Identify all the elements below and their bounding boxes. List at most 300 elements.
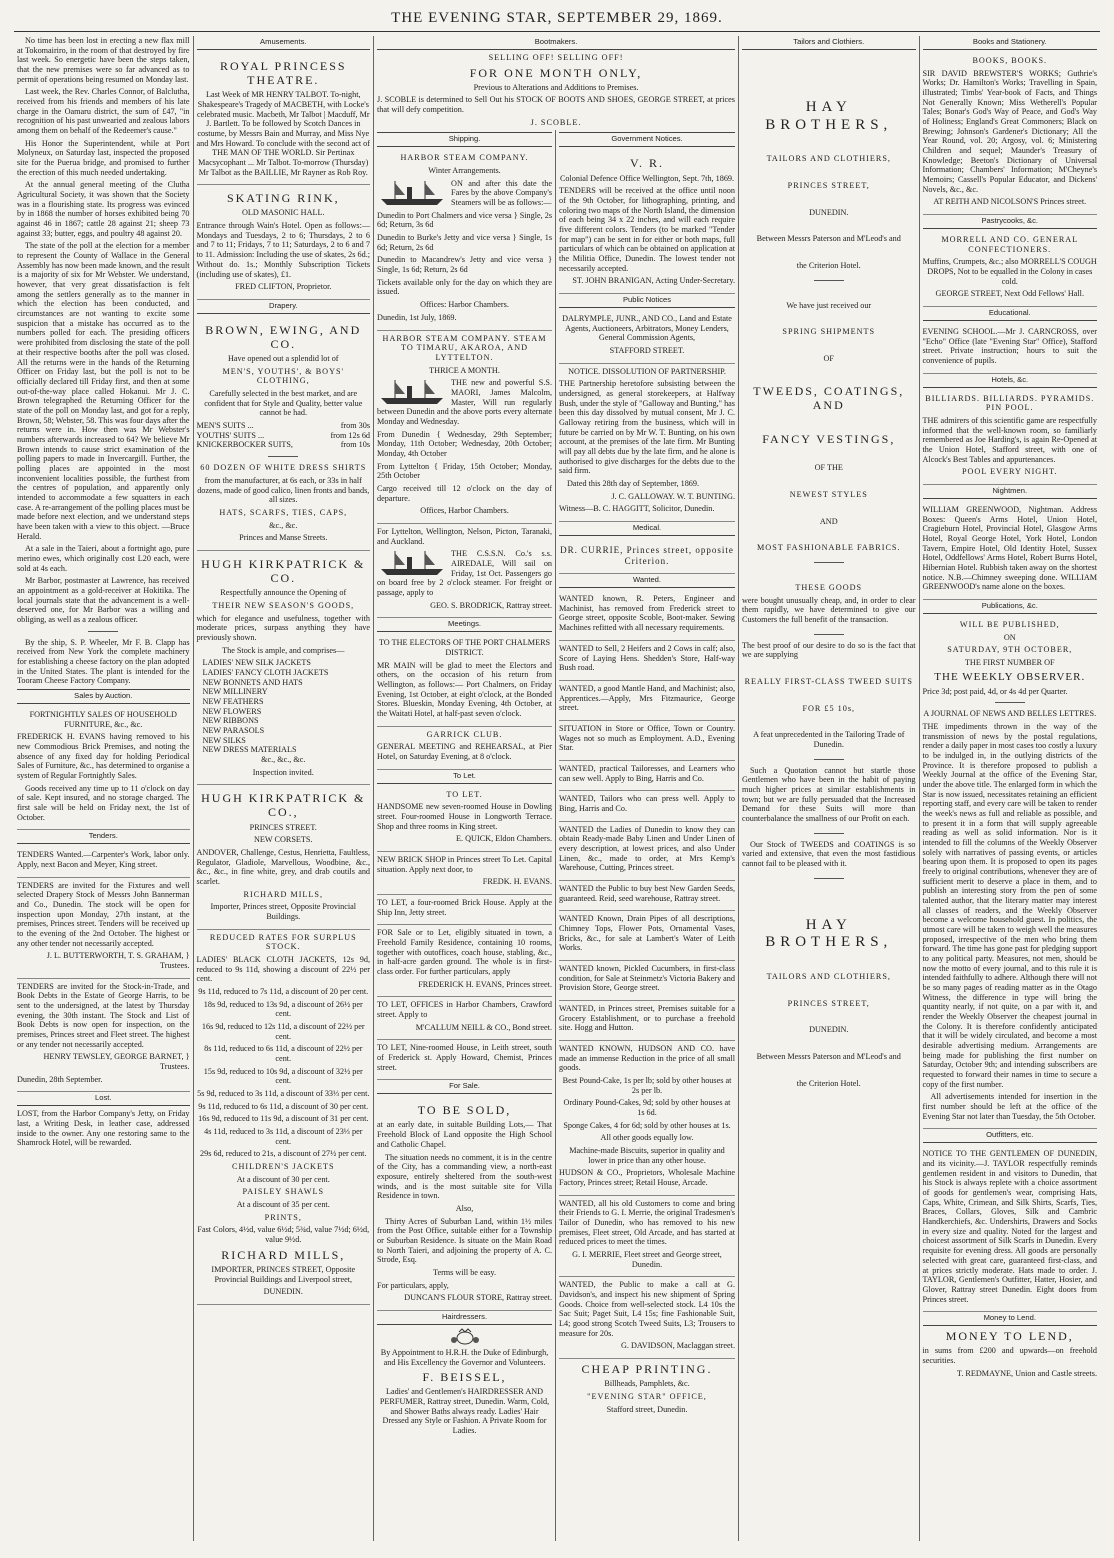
ad-wanted [559,961,735,1001]
ad-wanted [559,822,735,881]
ad-signature: DUNCAN'S FLOUR STORE, Rattray street. [404,1293,553,1303]
ad-body: Witness—B. C. HAGGITT, Solicitor, Dunedin. [559,504,715,514]
ad-taylor-outfitter [923,1146,1098,1312]
ad-address: DUNEDIN. [809,207,849,217]
ad-money-to-lend [923,1329,1098,1378]
ad-body: Offices: Harbor Chambers. [420,300,509,310]
ad-body: Offices, Harbor Chambers. [420,506,509,516]
fare-row: Dunedin to Burke's Jetty and vice versa } Single, 1s 6d; Return, 2s 6d [377,233,553,252]
ad-hudson [559,1041,735,1196]
ad-body: Fast Colors, 4½d, value 6½d; 5¾d, value 7½d; 6½d, value 9½d. [197,1225,370,1245]
ad-body: Colonial Defence Office Wellington, Sept. 7th, 1869. [559,173,735,183]
ad-address: Between Messrs Paterson and M'Leod's and [756,1052,901,1062]
ad-title: SKATING RINK, [226,191,340,206]
section-header-educational: Educational. [923,309,1098,321]
ad-body: SITUATION in Store or Office, Town or Country. Wages not so much as Employment. A.D., Evening Star. [559,723,735,753]
list-item: 5s 9d, reduced to 3s 11d, a discount of 33⅓ per cent. [197,1089,370,1099]
ad-body: from the manufacturer, at 6s each, or 33s in half dozens, made of good calico, linen fronts and bands, all sizes. [197,475,370,505]
ad-body: DR. CURRIE, Princes street, opposite Criterion. [560,544,734,566]
ad-title: ROYAL PRINCESS THEATRE. [219,58,347,88]
ad-body: EVENING SCHOOL.—Mr J. CARNCROSS, over "Echo" Office (late "Evening Star" Office), Stafford street. Private instruction; hours to suit the convenience of pupils. [922,326,1098,365]
ad-title: F. BEISSEL, [422,1370,507,1385]
ad-title: HAY BROTHERS, [765,916,893,951]
ad-body: THE FIRST NUMBER OF [964,657,1055,667]
list-item: Best Pound-Cake, 1s per lb; sold by other houses at 2s per lb. [562,1076,732,1095]
section-header-bootmakers: Bootmakers. [377,38,735,50]
ad-body: We have just received our [786,300,872,310]
ad-for-sale [377,1097,552,1311]
column-news [14,36,194,1541]
ad-title: GARRICK CLUB. [426,729,503,739]
ad-wanted [559,911,735,961]
ad-body: WILLIAM GREENWOOD, Nightman. Address Boxes: Queen's Arms Hotel, Union Hotel, Cragieburn Hotel, Provincial Hotel, Glasgow Arms Hotel, Royal George Hotel, York Hotel, London Tavern, Empire Hotel, Old Identity Hotel, Sussex Hotel, Oddfellows' Arms Hotel, Robert Burns Hotel, Hibernian Hotel. Rubbish taken away on the shortest notice. N.B.—Chimney sweeping done. WILLIAM GREENWOOD's name alone on the boxes. [922,504,1098,592]
price-row [197,431,371,441]
ad-signature: G. I. MERRIE, Fleet street and George street, Dunedin. [572,1250,722,1269]
ad-dissolution [559,364,735,522]
ad-body: Have opened out a splendid lot of [228,354,339,364]
steamship-icon [377,179,447,207]
ad-title: FORTNIGHTLY SALES OF HOUSEHOLD FURNITURE, &c., &c. [29,709,177,729]
ad-body: SPRING SHIPMENTS [782,327,876,337]
ad-merrie [559,1196,735,1278]
ad-cheap-printing [559,1362,735,1414]
ad-body: WANTED, a good Mantle Hand, and Machinist; also, Apprentices.—Apply, Mrs Fitzmaurice, George street. [559,683,736,713]
ad-body: Last Week of MR HENRY TALBOT. To-night, Shakespeare's Tragedy of MACBETH, with Locke's celebrated music. Macbeth, Mr Talbot | Macduff, Mr J. Bartlett. To be followed by Scotch Dances in costume, by Messrs Bain and Murray, and Miss Nye and Mrs Howard. To conclude with the second act of THE MAN OF THE WORLD. Sir Pertinax Macsycophant ... Mr Talbot. To-morrow (Thursday) Mr Talbot as the BAILLIE, Mr Rayner as Rob Roy. [196,90,370,177]
list-item: NEW RIBBONS [202,716,259,726]
ad-subtitle: THESE GOODS [795,582,863,592]
ad-harbor-steam-winter [377,150,552,330]
ad-to-let [377,852,552,895]
list-item: Sponge Cakes, 4 for 6d; sold by other houses at 1s. [563,1120,731,1130]
ad-body: THE new and powerful S.S. MAORI, James Malcolm, Master, Will run regularly between Dunedin and the above ports every alternate Monday and Wednesday. [377,378,553,426]
ad-harbor-steam-maori [377,331,552,524]
ad-address: the Criterion Hotel. [796,1078,861,1088]
list-item: LADIES' FANCY CLOTH JACKETS [202,667,329,677]
price-row [197,440,371,450]
list-item: Machine-made Biscuits, superior in quality and lower in price than any other house. [569,1146,725,1165]
ad-body: For particulars, apply, [377,1280,449,1290]
ad-lost: LOST, from the Harbor Company's Jetty, on Friday last, a Writing Desk, in leather case, addressed inside to the owner. Any one restoring same to the Shamrock Hotel, will be rewarded. [17,1109,190,1148]
ad-title: BOOKS, BOOKS. [972,55,1048,65]
ad-subtitle: A JOURNAL OF NEWS AND BELLES LETTRES. [923,709,1097,719]
ad-body: HATS, SCARFS, TIES, CAPS, [219,507,348,517]
ad-body: ON [1003,632,1016,642]
list-item: NEW FEATHERS [202,696,264,706]
ad-body: At a discount of 30 per cent. [236,1174,330,1184]
list-item: NEW FLOWERS [202,706,262,716]
ad-body: All advertisements intended for insertion in the first number should be left at the office of the Evening Star not later than Tuesday, the 5th October. [922,1092,1098,1121]
ad-body: Such a Quotation cannot but startle those Gentlemen who have been in the habit of paying much higher prices at similar establishments in town; but we are fully persuaded that the Increased Demand for these Suits will more than counterbalance the smallness of our Profit on each. [742,765,916,823]
ad-body: OF [823,354,834,364]
ad-body: TO LET, Nine-roomed House, in Leith street, south of Frederick st. Apply Howard, Chemist, Princes street. [377,1043,553,1072]
ad-tender [17,847,190,877]
ad-address: Stafford street, Dunedin. [606,1404,688,1414]
ad-body: Entrance through Wain's Hotel. Open as follows:—Mondays and Tuesdays, 2 to 6; Thursdays, 2 to 6 and 7 to 11; Fridays, 7 to 11; Saturdays, 2 to 6 and 7 to 11. Admission: Including the use of skates, 2s 6d.; Without do. 1s.; Monthly Subscription Tickets (including use of skates), £1. [196,221,371,279]
list-item: 9s 11d, reduced to 6s 11d, a discount of 30 per cent. [198,1101,369,1111]
divider [814,562,844,563]
news-paragraph: By the ship, S. P. Wheeler, Mr F. B. Clapp has received from New York the complete machinery for establishing a cheese factory on the plan adopted in the United States. The plant is intended for the Tooram Cheese Factory Company. [17,637,190,686]
ad-body: WANTED, Tailors who can press well. Apply to Bing, Harris and Co. [559,794,735,813]
section-header-government: Government Notices. [559,132,735,147]
ad-body: Thirty Acres of Suburban Land, within 1½ miles from the Post Office, suitable either for a Township or Suburban Residence. Is situate on the Main Road to North Taieri, and adjoining the property of A. C. Strode, Esq. [377,1216,553,1265]
ad-body: MOST FASHIONABLE FABRICS. [757,543,901,553]
ad-address: PRINCES STREET, [787,181,870,190]
ad-body: NOTICE TO THE GENTLEMEN OF DUNEDIN, and its vicinity.—J. TAYLOR respectfully reminds gentlemen resident in and visitors to Dunedin, that his Stock is always replete with a choice assortment of goods for gentlemen's wear, comprising Hats, Caps, White, Crimean, and Silk Shirts, Scarfs, Ties, Braces, Collars, Gloves, Silk and Cambric Handkerchiefs, &c. Undershirts, Drawers and Socks in every size and quality. Noted for the largest and choicest assortment of Silk Scarfs in Dunedin. Every requisite for evening dress. All goods are personally selected with great care, guaranteed first-class, and at prices strictly moderate. Hats made to order. J. TAYLOR, Gentlemen's Outfitter, Hatter, Hosier, and Glover, Rattray street Dunedin. Eight doors from Princes street. [922,1149,1098,1304]
divider [88,631,118,632]
section-header-pastrycooks: Pastrycooks, &c. [923,217,1098,229]
column-amusements-drapery [194,36,375,1541]
ad-body: GENERAL MEETING and REHEARSAL, at Pier Hotel, on Saturday Evening, at 8 o'clock. [377,742,553,761]
ad-body: at an early date, in suitable Building Lots,— That Freehold Block of Land opposite the High School and Catholic Chapel. [377,1120,553,1149]
ad-wanted [559,681,735,721]
column-tailors [739,36,920,1541]
ad-title: NOTICE. DISSOLUTION OF PARTNERSHIP. [568,366,726,376]
ad-title: HARBOR STEAM COMPANY. STEAM TO TIMARU, AKAROA, AND LYTTELTON. [382,333,547,362]
ad-body: FREDERICK H. EVANS having removed to his new Commodious Brick Premises, and noting the absence of any fixed day for holding Periodical Sales of Furniture, &c., has determined to organise a system of Regular Fortnightly Sales. [17,732,190,780]
ad-body: WANTED to Sell, 2 Heifers and 2 Cows in calf; also, Score of Laying Hens. Shedden's Store, Half-way Bush road. [559,643,735,673]
ad-title: HUGH KIRKPATRICK & CO. [201,556,366,586]
ad-body: FOR £5 10s, [802,703,856,713]
price-list [197,421,371,450]
list-item: 16s 9d, reduced to 11s 9d, a discount of 31 per cent. [198,1114,369,1124]
section-header-drapery: Drapery. [197,302,371,314]
ad-signature: HUDSON & CO., Proprietors, Wholesale Machine Factory, Princes street; Retail House, Arcade. [559,1168,735,1188]
ad-body: LADIES' BLACK CLOTH JACKETS, 12s 9d, reduced to 9s 11d, showing a discount of 22½ per cent. [196,954,371,984]
ad-title: FOR ONE MONTH ONLY, [469,65,643,80]
ad-brown-ewing [197,317,371,551]
ad-date: SATURDAY, 9TH OCTOBER, [947,645,1073,655]
column-notices [556,130,738,1541]
divider [995,702,1025,703]
ad-subtitle: TAILORS AND CLOTHIERS, [766,972,891,981]
section-header-hotels: Hotels, &c. [923,376,1098,388]
ad-body: TENDERS are invited for the Stock-in-Trade, and Book Debts in the Estate of George Harris, to be sent to the undersigned, at the latest by Thursday evening, the 30th instant. The Stock and List of Book Debts is now open for inspection, on the premises, Princes street and Fleet street. The highest or any tender not necessarily accepted. [17,981,190,1049]
ad-subtitle: PAISLEY SHAWLS [242,1187,325,1197]
ad-reduced-rates [197,930,371,1305]
ad-body: For Lyttelton, Wellington, Nelson, Picton, Taranaki, and Auckland. [377,526,553,546]
section-header-meetings: Meetings. [377,620,552,632]
column-double [374,36,739,1541]
masthead: THE EVENING STAR, SEPTEMBER 29, 1869. [14,0,1100,32]
ad-airedale [377,524,552,618]
list-item: NEW MILLINERY [202,687,268,697]
section-header-tailors: Tailors and Clothiers. [742,38,916,50]
ad-body: SIR DAVID BREWSTER'S WORKS; Guthrie's Works; Dr. Hamilton's Works; Travelling in Spain, illustrated; Timbs' Year-book of Facts, and Things Not Generally Known; Miss Wetherell's Popular Tales; Bonar's God's Way of Peace, and God's Way of Holiness; England's Great Commoners; Black on Brewing; Johnson's Gardener's Dictionary; All the Year Round, vol. 20; Argosy, vol. 6; Ministering Children and sequel; Maunder's Treasury of Knowledge; Beeton's Dictionary of Universal Information; Chambers' Information; M'Cheyne's Memoirs; Cassell's Popular Educator, and Dickens' Novels, &c., &c. [922,68,1098,194]
price-item: YOUTHS' SUITS ... [196,430,265,440]
ad-body: which for elegance and usefulness, together with moderate prices, surpass anything they have previously shown. [196,613,371,642]
ad-subtitle: OLD MASONIC HALL. [241,208,325,218]
ad-tender [17,979,190,1093]
ad-wanted [559,761,735,791]
ad-signature: T. REDMAYNE, Union and Castle streets. [956,1368,1098,1378]
ad-signature: AT REITH AND NICOLSON'S Princes street. [933,197,1087,207]
section-header-for-sale: For Sale. [377,1082,552,1094]
ad-signature: HENRY TEWSLEY, GEORGE BARNET, } Trustees. [43,1052,190,1072]
section-header-to-let: To Let. [377,772,552,784]
ad-wanted [559,791,735,821]
list-item: All other goods equally low. [600,1133,694,1143]
ad-wanted [559,591,735,641]
ad-subtitle: PRINTS, [264,1212,302,1222]
ad-dr-currie [559,539,735,574]
ad-electors [377,635,552,726]
ad-body: WANTED the Public to buy best New Garden Seeds, guaranteed. Reid, seed warehouse, Rattray street. [559,883,735,903]
list-item: LADIES' NEW SILK JACKETS [202,658,311,668]
schedule-row: From Dunedin { Wednesday, 29th September; Monday, 11th October; Wednesday, 20th October; Monday, 4th October [377,429,553,458]
ad-body: TO LET, OFFICES in Harbor Chambers, Crawford street. Apply to [377,1000,553,1020]
ad-body: WANTED, in Princes street, Premises suitable for a Grocery Establishment, or to purchase a freehold site. Hogg and Hutton. [559,1003,735,1033]
ad-body: Muffins, Crumpets, &c.; also MORRELL'S COUGH DROPS, Not to be equalled in the Colony in cases cold. [922,257,1097,286]
ad-billiards [923,391,1098,485]
ad-theatre [197,53,371,185]
ad-wanted [559,1001,735,1041]
ad-body: Ladies' and Gentlemen's HAIRDRESSER AND PERFUMER, Rattray street, Dunedin. Warm, Cold, and Shower Baths always ready. Ladies' Hair Dressed any Style or Fashion. A Private Room for Ladies. [379,1387,550,1436]
list-item: 4s 11d, reduced to 3s 11d, a discount of 23⅓ per cent. [204,1127,363,1146]
ad-body: WANTED KNOWN, HUDSON AND CO. have made an immense Reduction in the price of all small goods. [559,1043,735,1073]
ad-title: BILLIARDS. BILLIARDS. PYRAMIDS. PIN POOL. [925,393,1095,413]
ad-address: STAFFORD STREET. [609,345,685,355]
ad-body: Terms will be easy. [433,1267,497,1277]
ad-signature: E. QUICK, Eldon Chambers. [456,834,553,844]
ad-body: J. SCOBLE is determined to Sell Out his STOCK OF BOOTS AND SHOES, GEORGE STREET, at prices that will defy competition. [377,95,735,115]
section-header-shipping: Shipping. [377,132,552,147]
ad-weekly-observer [923,617,1098,1130]
ad-skating-rink [197,185,371,300]
ad-morrell [923,232,1098,307]
section-header-sales: Sales by Auction. [17,689,190,704]
ad-title: THE WEEKLY OBSERVER. [934,670,1086,683]
list-item: 15s 9d, reduced to 10s 9d, a discount of 32½ per cent. [203,1066,363,1086]
ad-subtitle: Winter Arrangements. [428,166,501,176]
ad-signature: RICHARD MILLS, [221,1247,346,1262]
section-header-lost: Lost. [17,1094,190,1106]
ad-subtitle: THRICE A MONTH. [429,365,500,375]
ad-body: AND [819,516,838,526]
list-item: NEW SILKS [202,735,246,745]
ad-body: THE Partnership heretofore subsisting between the undersigned, as general storekeepers, at Halfway Bush, under the style of "Galloway and Bunting," has been this day dissolved by mutual consent, Mr J. C. Galloway retiring from the business, which will in future be carried on by Mr W. T. Bunting, on his own account, at the premises of the late firm. Mr Bunting will pay all debts due by the late firm, and he alone is authorised to give discharges for the debts due to the said firm. [559,379,735,476]
ad-body: Tickets available only for the day on which they are issued. [377,277,553,297]
ad-body: TENDERS Wanted.—Carpenter's Work, labor only. Apply, next Bacon and Meyer, King street. [17,850,190,869]
news-paragraph: Last week, the Rev. Charles Connor, of Balclutha, received from his friends and members of his late charge in the Oamaru district, the sum of £47, "in recognition of his past unwearied and zealous labors among them on behalf of the Redeemer's cause." [17,87,190,136]
schedule-row: From Lyttelton { Friday, 15th October; Monday, 25th October [377,461,553,481]
ad-body: THEIR NEW SEASON'S GOODS, [212,600,355,610]
ad-body: POOL EVERY NIGHT. [961,467,1058,477]
list-item: NEW DRESS MATERIALS [202,745,297,755]
ad-to-let [377,1040,552,1080]
list-item: Ordinary Pound-Cakes, 9d; sold by other houses at 1s 6d. [563,1098,731,1118]
ad-title: BROWN, EWING, AND CO. [205,322,362,351]
ad-body: in sums from £200 and upwards—on freehold securities. [922,1346,1098,1365]
ad-hairdresser [377,1328,552,1436]
ad-to-let [377,925,552,997]
list-item: NEW PARASOLS [202,725,265,735]
divider [814,833,844,834]
ad-body: TO LET, a four-roomed Brick House. Apply at the Ship Inn, Jetty street. [377,897,553,917]
section-header-wanted: Wanted. [559,576,735,588]
ad-kirkpatrick-corsets [197,785,371,929]
fare-row: Dunedin to Macandrew's Jetty and vice versa } Single, 1s 6d; Return, 2s 6d [377,255,553,275]
ad-date: Dunedin, 28th September. [17,1074,103,1084]
ad-title: REDUCED RATES FOR SURPLUS STOCK. [209,932,357,952]
ad-davidson [559,1277,735,1359]
price-row [197,421,371,431]
ad-address: Princes and Manse Streets. [239,533,328,543]
ad-body: WANTED Known, Drain Pipes of all descriptions, Chimney Tops, Flower Pots, Ornamental Vases, Bricks, &c., for sale at Lambert's Water of Leith Works. [559,914,735,953]
ad-title: TO BE SOLD, [417,1103,512,1118]
ad-title: HAY BROTHERS, [765,98,893,133]
price-value: from 30s [340,421,371,431]
ad-body: Also, [455,1203,474,1213]
item-list [197,658,371,755]
ad-body: MR MAIN will be glad to meet the Electors and others, on the occasion of his return from Wellington, as follows:— Port Chalmers, on Friday Evening, 1st October, at eight o'clock, at the Bonded Stores. Blueskin, Monday Evening, 4th October, at the Waitati Hotel, at half-past seven o'clock. [377,660,553,718]
ad-body: Inspection invited. [252,767,314,777]
ad-title: MORRELL AND CO. GENERAL CONFECTIONERS. [941,234,1079,254]
ad-signature: G. DAVIDSON, Maclaggan street. [621,1341,735,1351]
list-item: 29s 6d, reduced to 21s, a discount of 27½ per cent. [200,1149,367,1159]
news-paragraph: The state of the poll at the election for a member to represent the County of Wallace in the General Assembly has now been made known, and the result is a majority of six for Mr Webster. We understand, however, that very great dissatisfaction is felt among the settlers generally as to the manner in which the election has been conducted, and circumstances are not wanting to excite some suspicion that a mistake has occurred as to the numbers polled for each. The presiding officers were prohibited from disclosing the state of the poll at their respective booths after the poll was closed. All the returns were in the hands of the Returning Officer on Friday last, but the poll is not to be officially declared till Friday first, and then at some out-of-the-way place called Hokanui. Mr J. C. Brown telegraphed the Returning Officer for the state of the poll on Monday last, and got for a reply, Brown, 58; Webster, 58. This was four days after the returns were in. How then was Mr Webster's numbers afterwards increased to 64? We believe Mr Brown intends to cause strict examination of the polling papers to made in Invercargill. Further, the polling places are appointed in the most inconvenient localities possible, the furthest from the centres of population, and apparently only intended to accommodate a few squatters in each case. A re-arrangement of the polling places must be made before next election, and we understand steps have been taken with a view to this object. —Bruce Herald. [17,241,190,541]
ad-body: TENDERS will be received at the office until noon of the 9th October, for lithographing, printing, and coloring two maps of the North Island, the dimension of each being 34 x 22 inches, and will each require five different colors. Tenders (to be marked "Tender for map") can be sent in for either or both maps, full particulars of which can be obtained on application at the Militia Office, Dunedin. The lowest tender not necessarily accepted. [559,186,735,273]
double-split [374,130,738,1541]
ad-body: Cargo received till 12 o'clock on the day of departure. [377,483,553,503]
news-paragraph: At a sale in the Taieri, about a fortnight ago, pure merino ewes, which originally cost L20 each, were sold at 4s each. [17,544,190,573]
section-header-hairdressers: Hairdressers. [377,1313,552,1325]
ad-date: Dunedin, 1st July, 1869. [377,312,457,322]
ad-subtitle: TAILORS AND CLOTHIERS, [766,154,891,164]
divider [814,280,844,281]
list-item: 8s 11d, reduced to 6s 11d, a discount of 22½ per cent. [204,1044,363,1064]
divider [814,634,844,635]
steamship-icon [377,549,447,577]
ad-body: WANTED the Ladies of Dunedin to know they can obtain Ready-made Baby Linen and Under Linen of every description, at lowest prices, and also Under Linen, &c., made to order, at Mrs Kemp's Warehouse, Cutting, Princes street. [559,824,735,873]
ad-body: 60 DOZEN OF WHITE DRESS SHIRTS [200,463,367,473]
ad-signature: ST. JOHN BRANIGAN, Acting Under-Secretary. [572,276,735,286]
ad-to-let [377,895,552,925]
ad-body: Respectfully announce the Opening of [220,588,347,598]
ad-furniture-sales [17,707,190,830]
ad-address: Between Messrs Paterson and M'Leod's and [756,234,901,244]
ad-address: PRINCES STREET. [249,822,317,832]
section-header-amusements: Amusements. [197,38,371,50]
ad-date: Dated this 28th day of September, 1869. [567,479,700,488]
section-header-public-notices: Public Notices [559,296,735,308]
ad-body: REALLY FIRST-CLASS TWEED SUITS [744,676,913,686]
ad-subtitle: NEW CORSETS. [254,835,313,845]
section-header-outfitters: Outfitters, etc. [923,1131,1098,1143]
ad-body: Goods received any time up to 11 o'clock on day of sale. Kept insured, and no storage charged. The first sale will be held on Friday next, the 1st of October. [17,783,190,822]
ad-body: &c., &c. [269,520,298,530]
ad-title: MONEY TO LEND, [945,1329,1074,1344]
ad-body: ON and after this date the Fares by the above Company's Steamers will be as follows:— [451,178,553,208]
ad-body: HANDSOME new seven-roomed House in Dowling street. Four-roomed House in Longworth Terrace. Shop and three rooms in King street. [377,802,553,831]
divider [814,759,844,760]
ad-title: HARBOR STEAM COMPANY. [400,153,529,163]
ad-body: Price 3d; post paid, 4d, or 4s 4d per Quarter. [922,686,1068,696]
ad-body: WANTED known, R. Peters, Engineer and Machinist, has removed from Frederick street to George street, opposite Scoble, Boot-maker. Sewing Machines refitted with all necessary requirements. [559,594,735,633]
ad-body: FOR Sale or to Let, eligibly situated in town, a Freehold Family Residence, containing 10 rooms, together with outoffices, coach house, stabling, &c., in half-acre garden ground. The whole is in first-class order. For further particulars, apply [377,928,553,976]
news-paragraph: At the annual general meeting of the Clutha Agricultural Society, it was shown that the Society was in a flourishing state. Its progress was evinced by in 1868 the number of horses exhibited being 70 against 46 in 1867; cattle 28 against 21; sheep 73 against 33; butter, eggs, and poultry 48 against 20. [17,180,190,238]
ad-signature: FREDK. H. EVANS. [482,877,553,887]
ad-body: Previous to Alterations and Additions to Premises. [473,82,639,92]
ad-signature: RICHARD MILLS, [243,889,324,899]
ad-signature: M'CALLUM NEILL & CO., Bond street. [415,1022,553,1032]
ad-body: TWEEDS, COATINGS, AND [753,383,905,412]
ad-nightman [923,502,1098,600]
ad-garrick-club [377,727,552,770]
ad-signature: FREDERICK H. EVANS, Princes street. [418,979,553,989]
price-value: from 12s 6d [330,430,371,440]
royal-crest-icon [450,1328,480,1346]
ad-body: WANTED, practical Tailoresses, and Learners who can sew well. Apply to Bing, Harris and Co. [559,763,735,783]
ad-signature: J. SCOBLE. [530,117,582,127]
ad-title: CHEAP PRINTING. [581,1362,713,1377]
price-item: MEN'S SUITS ... [196,421,254,431]
section-header-books: Books and Stationery. [923,38,1098,50]
list-item: 18s 9d, reduced to 13s 9d, a discount of 26½ per cent. [203,999,363,1019]
ad-body: WANTED, all his old Customers to come and bring their Friends to G. I. Merrie, the original Tradesmen's Tailor of Dunedin, who has removed to his new premises, Fleet street, Old Arcade, and has started at reduced prices to meet the times. [559,1198,735,1247]
ad-body: A feat unprecedented in the Tailoring Trade of Dunedin. [753,730,905,749]
fare-row: Dunedin to Port Chalmers and vice versa } Single, 2s 6d; Return, 3s 6d [377,210,553,230]
ad-address: GEORGE STREET, Next Odd Fellows' Hall. [935,289,1084,299]
ad-to-let [377,787,552,852]
ad-address: DUNEDIN. [263,1287,303,1297]
section-header-medical: Medical. [559,524,735,536]
list-item: 9s 11d, reduced to 7s 11d, a discount of 20 per cent. [198,986,369,996]
ad-body: ANDOVER, Challenge, Cestus, Henrietta, Faultless, Regulator, Gladiole, Marvellous, Woodbine, &c., &c., &c., in fine white, grey, and drab coutils and scarlet. [196,847,371,886]
section-header-publications: Publications, &c. [923,602,1098,614]
ad-address: Importer, Princes street, Opposite Provincial Buildings. [210,902,357,921]
ad-title: WILL BE PUBLISHED, [959,619,1060,629]
ad-body: THE impediments thrown in the way of the transmission of news by the postal regulations, render a daily paper in most cases too costly a luxury to be indulged in, in the outlying districts of the Province. It is therefore proposed to publish a Weekly Journal at the office of the Evening Star, under the above title. The enlarged form in which the Star is now issued, necessitates retaining an efficient reporting staff, and every care will be taken to render the week's news as full and reliable as possible, and to present it in a form that will supply agreeable reading as well as solid information. Nor is it intended to fill the columns of the Weekly Observer solely with narratives of passing events, or articles bearing upon them. It is proposed to open its pages freely to original contributions, whenever they are of sufficient merit to deserve a place in them, and to publish an interesting story from the pen of some talented author, that the literary matter may interest all classes of readers, and the Weekly Observer become a welcome household guest. In politics, the utmost care will be taken to weigh well the measures proposed, irrespective of the men who bring them forward. The time has gone past for pledging support to any political party. Measures, not men, should be now the motto of every journal, and to this rule it is intended faithfully to adhere. Although there will not be so many pages of reading matter as in the Otago Witness, the difference in type will bring the quantity nearly, if not quite, on a par with it, and render the Weekly Observer the cheapest journal in the Colony. It is therefore confidently anticipated that it will be widely circulated, and become a most desirable advertising medium. Arrangements are being made for publishing the first number on Saturday, October 9th; and intending subscribers are requested to forward their names in time to secure a copy of the first number. [922,721,1098,1089]
ad-wanted [559,881,735,911]
ad-body: THE admirers of this scientific game are respectfully informed that the well-known room, so familiarly remembered as Joe Harding's, is again Re-Opened at the Union Hotel, Stafford street, with one of Alcock's Best Tables and appurtenances. [922,415,1098,464]
price-item: KNICKERBOCKER SUITS, [196,440,293,450]
ad-body: were bought unusually cheap, and, in order to clear them rapidly, we have determined to give our Customers the full benefit of the transaction. [742,595,916,624]
ad-body: The best proof of our desire to do so is the fact that we are supplying [742,640,916,660]
news-paragraph: His Honor the Superintendent, while at Port Molyneux, on Saturday last, inspected the proposed site for the Puerua bridge, and promised to further the erection of this much needed undertaking. [17,138,190,177]
ad-body: FANCY VESTINGS, [762,432,896,447]
ad-body: MEN'S, YOUTHS', & BOYS' CLOTHING, [222,366,345,386]
ad-tender [17,878,190,979]
section-header-tenders: Tenders. [17,832,190,844]
ad-body: OF THE [814,463,843,473]
ad-body: THE C.S.S.N. Co.'s s.s. AIREDALE, Will sail on Friday, 1st Oct. Passengers go on board free by 2 o'clock steamer. For freight or passage, apply to [377,549,553,597]
ad-government-notice [559,150,735,294]
divider [268,456,298,457]
ad-to-let [377,997,552,1040]
ad-body: The Stock is ample, and comprises— [222,645,345,655]
ad-wanted [559,641,735,681]
section-header-nightmen: Nightmen. [923,487,1098,499]
price-value: from 10s [340,440,371,450]
list-item: 16s 9d, reduced to 12s 11d, a discount of 22½ per cent. [201,1022,365,1041]
ad-body: The situation needs no comment, it is in the centre of the City, has a commanding view, a north-east exposure, entirely sheltered from the south-west winds, and is the most suitable site for Villa Residence in town. [377,1152,553,1201]
ad-title: TO LET. [446,789,483,799]
ad-body: WANTED, the Public to make a call at G. Davidson's, and inspect his new shipment of Spring Goods. Choice from well-selected stock. L4 10s the Sac Suit; Paget Suit, L4 15s; fine Fashionable Suit, L4; good strong Scotch Tweed Suits, L3; Trousers to measure for 20s. [559,1280,735,1338]
ad-title: SELLING OFF! SELLING OFF! [488,52,624,62]
ad-body: Billheads, Pamphlets, &c. [604,1379,690,1389]
ad-body: TENDERS are invited for the Fixtures and well selected Drapery Stock of Messrs John Bannerman and Co., Dunedin. The stock will be open for inspection upon Monday, 27th instant, at the premises, Princes street. Tenders will be received up to the evening of the 2nd October. The highest or any other tender not necessarily accepted. [17,880,190,948]
column-shipping [374,130,556,1541]
ad-body: By Appointment to H.R.H. the Duke of Edinburgh, and His Excellency the Governor and Volunteers. [380,1347,549,1367]
ad-kirkpatrick-new-season [197,551,371,785]
ad-title: HUGH KIRKPATRICK & CO., [201,791,366,820]
ad-subtitle: CHILDREN'S JACKETS [232,1162,335,1172]
list-item: NEW BONNETS AND HATS [202,677,303,687]
ad-body: NEWEST STYLES [789,489,868,499]
divider [814,878,844,879]
ad-evening-school [923,324,1098,374]
ad-signature: GEO. S. BRODRICK, Rattray street. [430,600,553,610]
